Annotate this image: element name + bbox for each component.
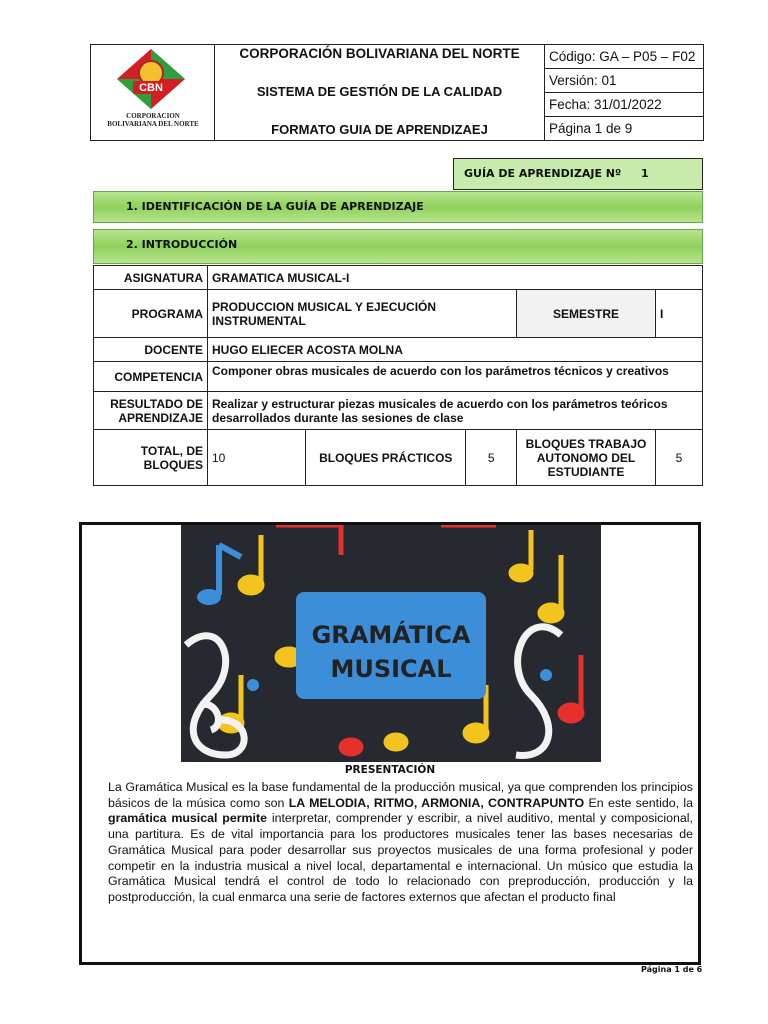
course-info-table — [93, 265, 703, 486]
competencia-label: COMPETENCIA — [94, 362, 208, 392]
practicos-value: 5 — [466, 430, 517, 486]
table-row — [94, 430, 703, 486]
title-cell — [215, 45, 545, 140]
music-notes-illustration — [181, 525, 601, 762]
autonomo-label: BLOQUES TRABAJO AUTONOMO DEL ESTUDIANTE — [517, 430, 656, 486]
autonomo-value: 5 — [656, 430, 703, 486]
section-identification-bar — [93, 191, 703, 223]
total-label: TOTAL, DE BLOQUES — [94, 430, 208, 486]
logo-abbr: CBN — [139, 82, 163, 94]
table-row — [94, 290, 703, 338]
document-header — [90, 44, 704, 141]
cbn-logo — [91, 45, 215, 140]
asignatura-value: GRAMATICA MUSICAL-I — [208, 266, 703, 290]
guide-number-box — [453, 158, 703, 190]
paragraph-bold-2: gramática musical permite — [108, 811, 268, 826]
guide-label: GUÍA DE APRENDIZAJE Nº — [464, 167, 622, 180]
page-counter: Página 1 de 9 — [549, 121, 633, 136]
presentation-box — [79, 522, 701, 965]
resultado-label: RESULTADO DE APRENDIZAJE — [94, 392, 208, 430]
section-introduction-bar — [93, 229, 703, 264]
code: Código: GA – P05 – F02 — [545, 45, 703, 69]
banner-title-line2: MUSICAL — [330, 655, 452, 683]
paragraph-part-2: En este sentido, la — [584, 795, 693, 810]
logo-cell — [91, 45, 215, 140]
asignatura-label: ASIGNATURA — [94, 266, 208, 290]
presentation-title: PRESENTACIÓN — [344, 764, 436, 776]
table-row — [94, 362, 703, 392]
paragraph-part-3: interpretar, comprender y escribir, a nivel auditivo, mental y composicional, una partitura. Es de vital importancia para los productores musicales tener las bases necesarias de Gramática Musical para poder desarrollar sus proyectos musicales de una forma profesional y poder competir en la industria musical a nivel local, departamental e internacional. Un músico que estudia la Gramática Musical tendrá el control de todo lo relacionado con preproducción, producción y la postproducción, la cual enmarca una serie de factores externos que afectan el producto final — [108, 811, 693, 904]
practicos-label: BLOQUES PRÁCTICOS — [306, 430, 466, 486]
section-introduction-title: 2. INTRODUCCIÓN — [126, 238, 238, 251]
total-value: 10 — [208, 430, 306, 486]
table-row — [94, 266, 703, 290]
docente-label: DOCENTE — [94, 338, 208, 362]
paragraph-bold-1: LA MELODIA, RITMO, ARMONIA, CONTRAPUNTO — [288, 795, 585, 810]
docente-value: HUGO ELIECER ACOSTA MOLNA — [208, 338, 703, 362]
banner-title-line1: GRAMÁTICA — [311, 621, 471, 649]
guide-number: 1 — [641, 167, 649, 180]
competencia-value: Componer obras musicales de acuerdo con los parámetros técnicos y creativos — [208, 362, 703, 392]
date: Fecha: 31/01/2022 — [545, 93, 703, 117]
paragraph-part-1: La Gramática Musical es la base fundamental de la producción musical, ya que comprenden los principios básicos de la música como son — [108, 780, 693, 810]
logo-caption-2: BOLIVARIANA DEL NORTE — [107, 120, 199, 128]
resultado-value: Realizar y estructurar piezas musicales de acuerdo con los parámetros teóricos desarrollados durante las sesiones de clase — [208, 392, 703, 430]
format-name: FORMATO GUIA DE APRENDIZAEJ — [271, 122, 488, 137]
presentation-paragraph — [108, 780, 693, 906]
logo-caption-1: CORPORACION — [126, 112, 180, 120]
table-row — [94, 392, 703, 430]
semestre-label: SEMESTRE — [517, 290, 656, 338]
section-identification-title: 1. IDENTIFICACIÓN DE LA GUÍA DE APRENDIZAJE — [126, 200, 424, 213]
version: Versión: 01 — [545, 69, 703, 93]
table-row — [94, 338, 703, 362]
meta-cell — [545, 45, 703, 140]
gramatica-musical-banner — [181, 525, 601, 762]
programa-value: PRODUCCION MUSICAL Y EJECUCIÓN INSTRUMENTAL — [208, 290, 517, 338]
footer-page-number: Página 1 de 6 — [641, 965, 703, 974]
system-name: SISTEMA DE GESTIÓN DE LA CALIDAD — [256, 84, 503, 99]
programa-label: PROGRAMA — [94, 290, 208, 338]
semestre-value: I — [656, 290, 703, 338]
org-name: CORPORACIÓN BOLIVARIANA DEL NORTE — [239, 46, 520, 61]
